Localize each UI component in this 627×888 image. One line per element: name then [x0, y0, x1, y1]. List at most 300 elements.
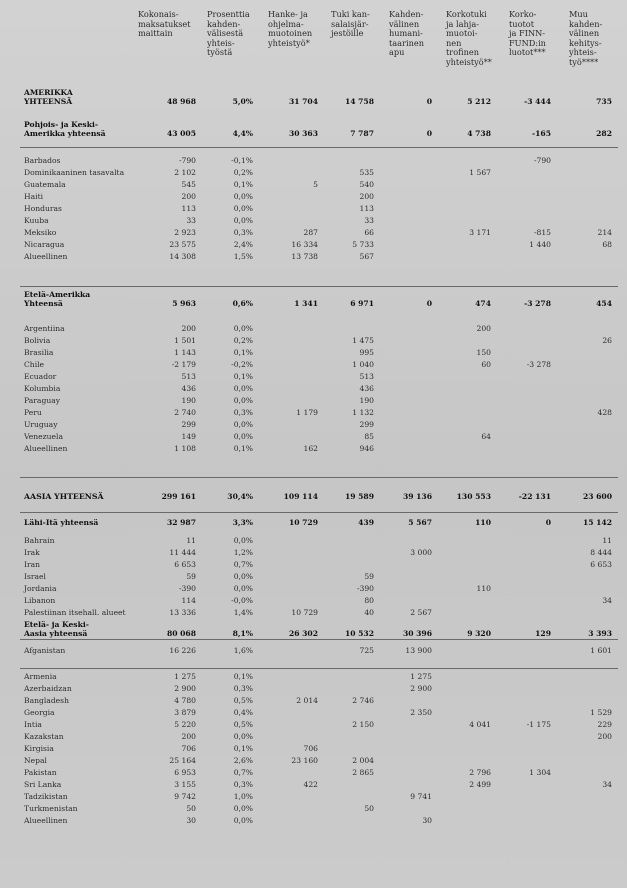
row-label: Guatemala — [24, 180, 66, 189]
table-cell: 11 444 — [169, 548, 196, 557]
table-cell: 10 729 — [291, 608, 318, 617]
table-cell: 1 040 — [352, 360, 374, 369]
table-cell: 200 — [359, 192, 374, 201]
table-cell: 3 155 — [174, 780, 196, 789]
table-cell: 0,3% — [233, 408, 253, 417]
table-row — [0, 756, 627, 768]
table-cell: 2 499 — [469, 780, 491, 789]
table-row — [0, 324, 627, 336]
table-cell: 31 704 — [288, 97, 318, 106]
table-cell: 0,0% — [233, 816, 253, 825]
table-cell: 13 900 — [405, 646, 432, 655]
table-cell: 1 529 — [590, 708, 612, 717]
table-row — [0, 444, 627, 456]
row-label: Georgia — [24, 708, 55, 717]
table-row — [0, 572, 627, 584]
row-label: Kuuba — [24, 216, 49, 225]
table-cell: 725 — [359, 646, 374, 655]
table-cell: 735 — [596, 97, 612, 106]
table-cell: 190 — [359, 396, 374, 405]
table-cell: 33 — [186, 216, 196, 225]
table-cell: 30 396 — [402, 629, 432, 638]
table-row — [0, 420, 627, 432]
table-cell: 0,0% — [233, 384, 253, 393]
table-cell: 6 971 — [350, 299, 374, 308]
table-cell: -22 131 — [518, 492, 551, 501]
row-label: Paraguay — [24, 396, 61, 405]
table-cell: 190 — [181, 396, 196, 405]
table-cell: 0,1% — [233, 348, 253, 357]
table-cell: 2 746 — [352, 696, 374, 705]
row-label: Alueellinen — [24, 252, 68, 261]
table-cell: 0,3% — [233, 780, 253, 789]
table-cell: 11 — [186, 536, 196, 545]
table-row — [0, 518, 627, 530]
table-cell: 2,4% — [233, 240, 253, 249]
section-divider — [20, 639, 618, 640]
table-cell: 200 — [476, 324, 491, 333]
table-cell: 85 — [364, 432, 374, 441]
table-cell: 1,5% — [233, 252, 253, 261]
table-cell: 30 — [422, 816, 432, 825]
table-cell: 1 501 — [174, 336, 196, 345]
table-cell: 1 567 — [469, 168, 491, 177]
table-cell: 5 963 — [172, 299, 196, 308]
table-cell: -0,1% — [231, 156, 253, 165]
row-label: Kazakstan — [24, 732, 64, 741]
table-cell: 9 742 — [174, 792, 196, 801]
column-header: Hanke- ja ohjelma- muotoinen yhteistyö* — [268, 9, 313, 48]
table-cell: 23 600 — [582, 492, 612, 501]
row-label: Afganistan — [24, 646, 66, 655]
section-divider — [20, 512, 618, 513]
table-cell: 1 440 — [529, 240, 551, 249]
table-cell: -165 — [531, 129, 551, 138]
table-cell: 26 — [602, 336, 612, 345]
table-row — [0, 156, 627, 168]
table-cell: 3 171 — [469, 228, 491, 237]
row-label: Lähi-Itä yhteensä — [24, 518, 99, 527]
table-cell: 0,7% — [233, 768, 253, 777]
table-cell: 2,6% — [233, 756, 253, 765]
table-cell: -390 — [178, 584, 196, 593]
table-cell: 66 — [364, 228, 374, 237]
table-cell: 130 553 — [456, 492, 491, 501]
table-cell: 64 — [481, 432, 491, 441]
table-cell: 80 068 — [166, 629, 196, 638]
table-cell: 299 — [181, 420, 196, 429]
table-cell: 34 — [602, 780, 612, 789]
table-cell: 1 275 — [410, 672, 432, 681]
table-cell: 0,4% — [233, 708, 253, 717]
section-divider — [20, 286, 618, 287]
table-cell: 129 — [535, 629, 551, 638]
table-cell: 0,5% — [233, 696, 253, 705]
table-cell: 1 341 — [294, 299, 318, 308]
table-cell: -390 — [356, 584, 374, 593]
row-label: Irak — [24, 548, 40, 557]
table-cell: 2 900 — [174, 684, 196, 693]
column-header: Korko- tuotot ja FINN- FUND:in luotot*** — [509, 9, 546, 58]
table-cell: 513 — [181, 372, 196, 381]
table-row — [0, 252, 627, 264]
table-row — [0, 708, 627, 720]
table-row — [0, 228, 627, 240]
table-cell: 6 653 — [174, 560, 196, 569]
table-cell: 6 953 — [174, 768, 196, 777]
table-cell: 3,3% — [232, 518, 253, 527]
table-cell: 4 738 — [467, 129, 491, 138]
table-cell: 0,0% — [233, 732, 253, 741]
table-cell: 150 — [476, 348, 491, 357]
table-cell: 16 334 — [291, 240, 318, 249]
table-cell: 287 — [303, 228, 318, 237]
table-cell: 3 879 — [174, 708, 196, 717]
table-cell: 14 308 — [169, 252, 196, 261]
table-cell: 10 532 — [344, 629, 374, 638]
column-headers — [0, 6, 627, 91]
row-label: Etelä- ja Keski- Aasia yhteensä — [24, 620, 89, 639]
table-row — [0, 672, 627, 684]
table-row — [0, 720, 627, 732]
table-cell: 200 — [597, 732, 612, 741]
table-cell: 474 — [475, 299, 491, 308]
row-label: Dominikaaninen tasavalta — [24, 168, 125, 177]
table-cell: 0,0% — [233, 324, 253, 333]
table-cell: 13 336 — [169, 608, 196, 617]
table-cell: 23 575 — [169, 240, 196, 249]
table-cell: -790 — [178, 156, 196, 165]
table-cell: 4,4% — [232, 129, 253, 138]
table-cell: 1 179 — [296, 408, 318, 417]
table-cell: 9 741 — [410, 792, 432, 801]
table-cell: 428 — [597, 408, 612, 417]
row-label: Palestiinan itsehall. alueet — [24, 608, 126, 617]
table-cell: 3 393 — [588, 629, 612, 638]
table-cell: 5,0% — [232, 97, 253, 106]
row-label: Libanon — [24, 596, 56, 605]
table-cell: -3 444 — [524, 97, 551, 106]
table-cell: 214 — [597, 228, 612, 237]
row-label: Bolivia — [24, 336, 51, 345]
table-cell: 32 987 — [166, 518, 196, 527]
table-row — [0, 584, 627, 596]
row-label: Armenia — [24, 672, 57, 681]
table-cell: 436 — [181, 384, 196, 393]
table-cell: 0,0% — [233, 536, 253, 545]
table-cell: 2 796 — [469, 768, 491, 777]
table-cell: -3 278 — [524, 299, 551, 308]
table-cell: 39 136 — [402, 492, 432, 501]
row-label: Iran — [24, 560, 41, 569]
table-cell: 0,2% — [233, 168, 253, 177]
table-cell: 114 — [181, 596, 196, 605]
table-cell: 706 — [303, 744, 318, 753]
table-cell: 11 — [602, 536, 612, 545]
table-row — [0, 780, 627, 792]
table-cell: 0 — [426, 97, 432, 106]
table-cell: 2 923 — [174, 228, 196, 237]
row-label: Ecuador — [24, 372, 57, 381]
table-cell: 16 226 — [169, 646, 196, 655]
table-cell: 5 — [313, 180, 318, 189]
table-row — [0, 360, 627, 372]
row-label: Nepal — [24, 756, 47, 765]
table-cell: 995 — [359, 348, 374, 357]
table-row — [0, 560, 627, 572]
table-cell: 0 — [426, 299, 432, 308]
table-cell: 535 — [359, 168, 374, 177]
table-cell: 1,4% — [233, 608, 253, 617]
table-row — [0, 192, 627, 204]
table-cell: 9 320 — [467, 629, 491, 638]
table-cell: 110 — [476, 584, 491, 593]
row-label: Azerbaidzan — [24, 684, 72, 693]
table-cell: 0,0% — [233, 396, 253, 405]
table-cell: 25 164 — [169, 756, 196, 765]
table-cell: 2 014 — [296, 696, 318, 705]
table-row — [0, 684, 627, 696]
table-cell: 0,2% — [233, 336, 253, 345]
column-header: Kokonais- maksatukset maittain — [138, 9, 191, 39]
table-cell: -790 — [533, 156, 551, 165]
table-cell: 0,0% — [233, 432, 253, 441]
table-row — [0, 240, 627, 252]
table-row — [0, 216, 627, 228]
table-cell: 200 — [181, 192, 196, 201]
table-cell: 200 — [181, 324, 196, 333]
row-label: Argentiina — [24, 324, 65, 333]
row-label: Kolumbia — [24, 384, 61, 393]
table-cell: 0,5% — [233, 720, 253, 729]
table-row — [0, 744, 627, 756]
table-cell: 2 350 — [410, 708, 432, 717]
table-cell: 0,1% — [233, 744, 253, 753]
row-label: Pakistan — [24, 768, 57, 777]
table-row — [0, 120, 627, 139]
table-cell: 299 161 — [161, 492, 196, 501]
table-cell: 2 740 — [174, 408, 196, 417]
table-cell: 706 — [181, 744, 196, 753]
table-cell: 0,6% — [232, 299, 253, 308]
table-cell: 0,0% — [233, 216, 253, 225]
table-cell: 50 — [364, 804, 374, 813]
table-cell: 34 — [602, 596, 612, 605]
table-cell: 0,0% — [233, 572, 253, 581]
table-row — [0, 396, 627, 408]
column-header: Korkotuki ja lahja- muotoi- nen trofinen yhteistyö** — [446, 9, 492, 67]
section-divider — [20, 147, 618, 148]
table-cell: 1,2% — [233, 548, 253, 557]
table-cell: 0,0% — [233, 584, 253, 593]
table-cell: 48 968 — [166, 97, 196, 106]
row-label: Tadzikistan — [24, 792, 68, 801]
table-cell: -0,2% — [231, 360, 253, 369]
table-row — [0, 492, 627, 504]
table-row — [0, 732, 627, 744]
table-cell: 1 143 — [174, 348, 196, 357]
table-row — [0, 646, 627, 658]
table-cell: 6 653 — [590, 560, 612, 569]
table-cell: 50 — [186, 804, 196, 813]
table-cell: 10 729 — [288, 518, 318, 527]
table-cell: 4 780 — [174, 696, 196, 705]
table-cell: 5 220 — [174, 720, 196, 729]
table-cell: 0,1% — [233, 372, 253, 381]
row-label: Brasilia — [24, 348, 54, 357]
table-cell: 282 — [596, 129, 612, 138]
table-cell: 59 — [186, 572, 196, 581]
row-label: Alueellinen — [24, 444, 68, 453]
table-cell: 1 304 — [529, 768, 551, 777]
table-cell: 2 150 — [352, 720, 374, 729]
table-row — [0, 88, 627, 107]
table-row — [0, 384, 627, 396]
table-cell: 13 738 — [291, 252, 318, 261]
table-cell: 5 567 — [408, 518, 432, 527]
table-row — [0, 348, 627, 360]
row-label: Honduras — [24, 204, 62, 213]
table-cell: 0,0% — [233, 204, 253, 213]
row-label: Pohjois- ja Keski- Amerikka yhteensä — [24, 120, 106, 139]
table-cell: 30 — [186, 816, 196, 825]
row-label: Jordania — [24, 584, 57, 593]
table-cell: 0,3% — [233, 684, 253, 693]
table-cell: 23 160 — [291, 756, 318, 765]
table-cell: 200 — [181, 732, 196, 741]
row-label: Israel — [24, 572, 46, 581]
row-label: Venezuela — [24, 432, 64, 441]
row-label: Bahrain — [24, 536, 55, 545]
table-cell: 26 302 — [288, 629, 318, 638]
row-label: Alueellinen — [24, 816, 68, 825]
table-cell: 545 — [181, 180, 196, 189]
table-cell: 4 041 — [469, 720, 491, 729]
table-row — [0, 792, 627, 804]
row-label: AASIA YHTEENSÄ — [24, 492, 104, 501]
table-cell: 454 — [596, 299, 612, 308]
table-row — [0, 168, 627, 180]
table-cell: 0,7% — [233, 560, 253, 569]
row-label: Barbados — [24, 156, 61, 165]
table-row — [0, 548, 627, 560]
table-cell: -815 — [533, 228, 551, 237]
table-cell: 2 900 — [410, 684, 432, 693]
table-cell: 540 — [359, 180, 374, 189]
table-cell: 436 — [359, 384, 374, 393]
table-row — [0, 620, 627, 639]
table-cell: 0,1% — [233, 444, 253, 453]
table-cell: 162 — [303, 444, 318, 453]
table-row — [0, 804, 627, 816]
table-cell: 68 — [602, 240, 612, 249]
table-cell: 0,0% — [233, 420, 253, 429]
row-label: AMERIKKA YHTEENSÄ — [24, 88, 73, 107]
table-cell: 1,6% — [233, 646, 253, 655]
column-header: Prosenttia kahden- välisestä yhteis- työstä — [207, 9, 250, 58]
column-header: Tuki kan- salaisjär- jestöille — [331, 9, 370, 39]
table-cell: 5 212 — [467, 97, 491, 106]
table-cell: 2 865 — [352, 768, 374, 777]
table-cell: 3 000 — [410, 548, 432, 557]
table-cell: 8 444 — [590, 548, 612, 557]
table-cell: 8,1% — [232, 629, 253, 638]
table-cell: 1,0% — [233, 792, 253, 801]
row-label: Etelä-Amerikka Yhteensä — [24, 290, 91, 309]
table-row — [0, 432, 627, 444]
column-header: Kahden- välinen humani- taarinen apu — [389, 9, 424, 58]
table-cell: 14 758 — [344, 97, 374, 106]
column-header: Muu kahden- välinen kehitys- yhteis- työ**** — [569, 9, 603, 67]
table-cell: 5 733 — [352, 240, 374, 249]
table-cell: 109 114 — [283, 492, 318, 501]
table-cell: 439 — [358, 518, 374, 527]
section-divider — [20, 477, 618, 478]
table-row — [0, 816, 627, 828]
table-cell: 30 363 — [288, 129, 318, 138]
table-cell: 513 — [359, 372, 374, 381]
table-cell: 43 005 — [166, 129, 196, 138]
table-cell: 113 — [181, 204, 196, 213]
row-label: Bangladesh — [24, 696, 69, 705]
table-cell: 0,3% — [233, 228, 253, 237]
table-cell: 1 601 — [590, 646, 612, 655]
table-cell: 567 — [359, 252, 374, 261]
row-label: Turkmenistan — [24, 804, 78, 813]
table-row — [0, 696, 627, 708]
table-cell: 1 132 — [352, 408, 374, 417]
table-cell: 299 — [359, 420, 374, 429]
table-cell: 40 — [364, 608, 374, 617]
table-cell: 1 108 — [174, 444, 196, 453]
table-cell: 33 — [364, 216, 374, 225]
table-cell: -1 175 — [526, 720, 551, 729]
table-cell: 1 275 — [174, 672, 196, 681]
table-cell: 15 142 — [582, 518, 612, 527]
table-cell: 59 — [364, 572, 374, 581]
table-cell: -2 179 — [171, 360, 196, 369]
table-cell: 0 — [426, 129, 432, 138]
table-cell: 0,1% — [233, 180, 253, 189]
table-row — [0, 372, 627, 384]
table-cell: 2 004 — [352, 756, 374, 765]
table-cell: 0 — [545, 518, 551, 527]
row-label: Uruguay — [24, 420, 58, 429]
table-cell: 422 — [303, 780, 318, 789]
row-label: Haiti — [24, 192, 44, 201]
row-label: Peru — [24, 408, 42, 417]
table-row — [0, 596, 627, 608]
row-label: Meksiko — [24, 228, 57, 237]
row-label: Chile — [24, 360, 45, 369]
table-row — [0, 408, 627, 420]
row-label: Intia — [24, 720, 42, 729]
table-cell: 2 102 — [174, 168, 196, 177]
table-cell: 60 — [481, 360, 491, 369]
table-cell: 0,0% — [233, 804, 253, 813]
table-cell: -0,0% — [231, 596, 253, 605]
table-cell: 113 — [359, 204, 374, 213]
table-row — [0, 290, 627, 309]
row-label: Kirgisia — [24, 744, 54, 753]
row-label: Sri Lanka — [24, 780, 62, 789]
table-row — [0, 536, 627, 548]
table-row — [0, 336, 627, 348]
row-label: Nicaragua — [24, 240, 65, 249]
table-cell: 80 — [364, 596, 374, 605]
table-cell: 946 — [359, 444, 374, 453]
table-row — [0, 204, 627, 216]
